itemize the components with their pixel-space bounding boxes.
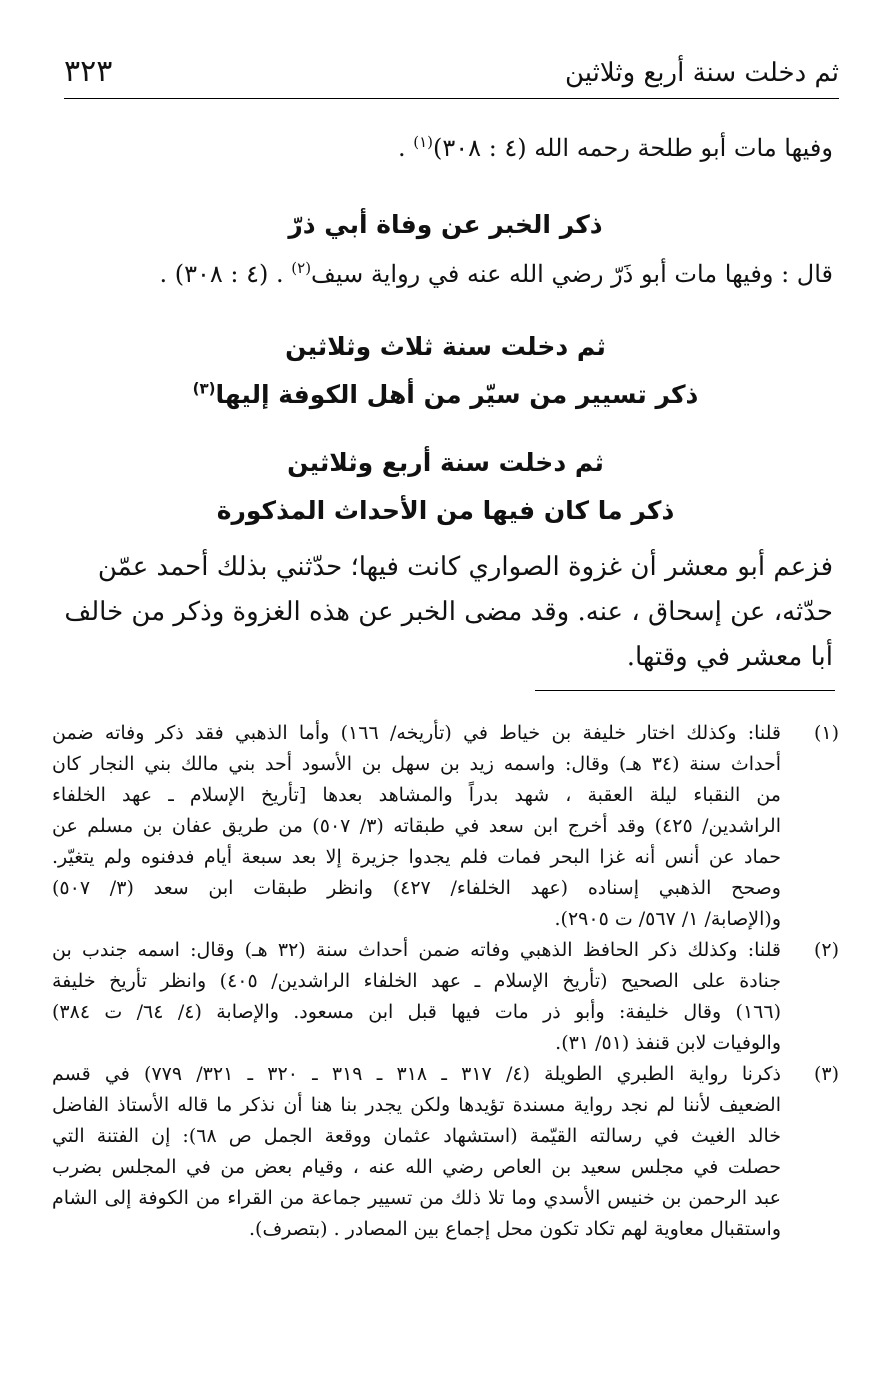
intro-line <box>58 128 833 168</box>
body-line-2: حدّثه، عن إسحاق ، عنه. وقد مضى الخبر عن هذه الغزوة وذكر من خالف <box>64 597 833 627</box>
footnote-line: واستقبال معاوية لهم تكاد تكون محل إجماع بين المصادر . (بتصرف). <box>249 1218 781 1240</box>
footnote-line: والوفيات لابن قنفذ (٥١/ ٣١). <box>555 1032 781 1054</box>
footnote-number: (٢) <box>813 939 839 961</box>
footnote-line: و(الإصابة/ ١/ ٥٦٧/ ت ٢٩٠٥). <box>554 908 781 930</box>
footnote-line: من النقباء ليلة العقبة ، شهد بدراً والمشاهد بعدها [تأريخ الإسلام ـ عهد الخلفاء <box>52 784 781 806</box>
section-heading-events: ذكر ما كان فيها من الأحداث المذكورة <box>216 496 675 525</box>
footnote-number: (١) <box>813 722 839 744</box>
footnote-number: (٣) <box>813 1063 839 1085</box>
page-number: ٣٢٣ <box>64 54 113 89</box>
body-paragraph <box>58 545 833 680</box>
section-heading-year-33: ثم دخلت سنة ثلاث وثلاثين <box>285 332 606 361</box>
footnote-line: عبد الرحمن بن خنيس الأسدي وما تلا ذلك من تسيير جماعة من القراء من الكوفة إلى الشام <box>52 1187 781 1209</box>
footnote-line: وصحح الذهبي إسناده (عهد الخلفاء/ ٤٢٧) وانظر طبقات ابن سعد (٣/ ٥٠٧) <box>52 877 781 899</box>
section1-tail: . (٤ : ٣٠٨) . <box>159 260 292 288</box>
section2-heading2: ذكر تسيير من سيّر من أهل الكوفة إليها <box>215 380 699 409</box>
footnote-line: حماد عن أنس أنه غزا البحر فمات فلم يجدوا جزيرة إلا بعد سبعة أيام فدفنوه ولم يتغيّر. <box>52 846 781 868</box>
section-heading-exile <box>58 368 833 422</box>
section-heading-abu-dhar: ذكر الخبر عن وفاة أبي ذرّ <box>288 210 603 239</box>
footnote-line: خالد الغيث في رسالته القيّمة (استشهاد عثمان ووقعة الجمل ص ٦٨): إن الفتنة التي <box>52 1125 781 1147</box>
footnote-3 <box>52 1059 839 1245</box>
footnote-line: الضعيف لأننا لم نجد رواية مسندة تؤيدها ولكن يجدر بنا هنا أن نذكر ما قاله الأستاذ الفاضل <box>52 1094 781 1116</box>
body-line-3: أبا معشر في وقتها. <box>626 642 833 672</box>
footnote-divider <box>535 690 835 691</box>
footnote-line: ذكرنا رواية الطبري الطويلة (٤/ ٣١٧ ـ ٣١٨ ـ ٣١٩ ـ ٣٢٠ ـ ٣٢١/ ٧٧٩) في قسم <box>52 1063 781 1085</box>
footnote-ref-1: (١) <box>413 133 434 151</box>
intro-text: وفيها مات أبو طلحة رحمه الله (٤ : ٣٠٨) <box>433 134 833 162</box>
footnote-line: حصلت في مجلس سعيد بن العاص رضي الله عنه ، وقيام بعض من في المجلس بضرب <box>52 1156 781 1178</box>
running-title: ثم دخلت سنة أربع وثلاثين <box>565 58 839 88</box>
footnote-line: قلنا: وكذلك ذكر الحافظ الذهبي وفاته ضمن أحداث سنة (٣٢ هـ) وقال: اسمه جندب بن <box>52 939 781 961</box>
footnote-ref-2: (٢) <box>291 259 312 277</box>
footnote-ref-3: (٣) <box>192 379 216 398</box>
footnote-line: أحداث سنة (٣٤ هـ) وقال: واسمه زيد بن سهل بن الأسود أحد بني مالك بني النجار كان <box>52 753 781 775</box>
section1-line <box>58 254 833 294</box>
footnotes <box>52 718 839 1245</box>
footnote-2 <box>52 935 839 1059</box>
footnote-line: قلنا: وكذلك اختار خليفة بن خياط في (تأريخه/ ١٦٦) وأما الذهبي فقد ذكر وفاته ضمن <box>52 722 781 744</box>
footnote-line: جنادة على الصحيح (تأريخ الإسلام ـ عهد الخلفاء الراشدين/ ٤٠٥) وانظر تأريخ خليفة <box>52 970 781 992</box>
section1-text: قال : وفيها مات أبو ذَرّ رضي الله عنه في رواية سيف <box>311 260 833 288</box>
footnote-1 <box>52 718 839 935</box>
section-heading-year-34: ثم دخلت سنة أربع وثلاثين <box>287 448 604 477</box>
footnote-line: (١٦٦) وقال خليفة: وأبو ذر مات فيها قبل ابن مسعود. والإصابة (٤/ ٦٤/ ت ٣٨٤) <box>52 1001 781 1023</box>
body-line-1: فزعم أبو معشر أن غزوة الصواري كانت فيها؛ حدّثني بذلك أحمد عمّن <box>97 552 833 582</box>
page-header <box>64 52 839 99</box>
footnote-line: الراشدين/ ٤٢٥) وقد أخرج ابن سعد في طبقاته (٣/ ٥٠٧) من طريق عفان بن مسلم عن <box>52 815 782 837</box>
intro-tail: . <box>397 134 414 162</box>
